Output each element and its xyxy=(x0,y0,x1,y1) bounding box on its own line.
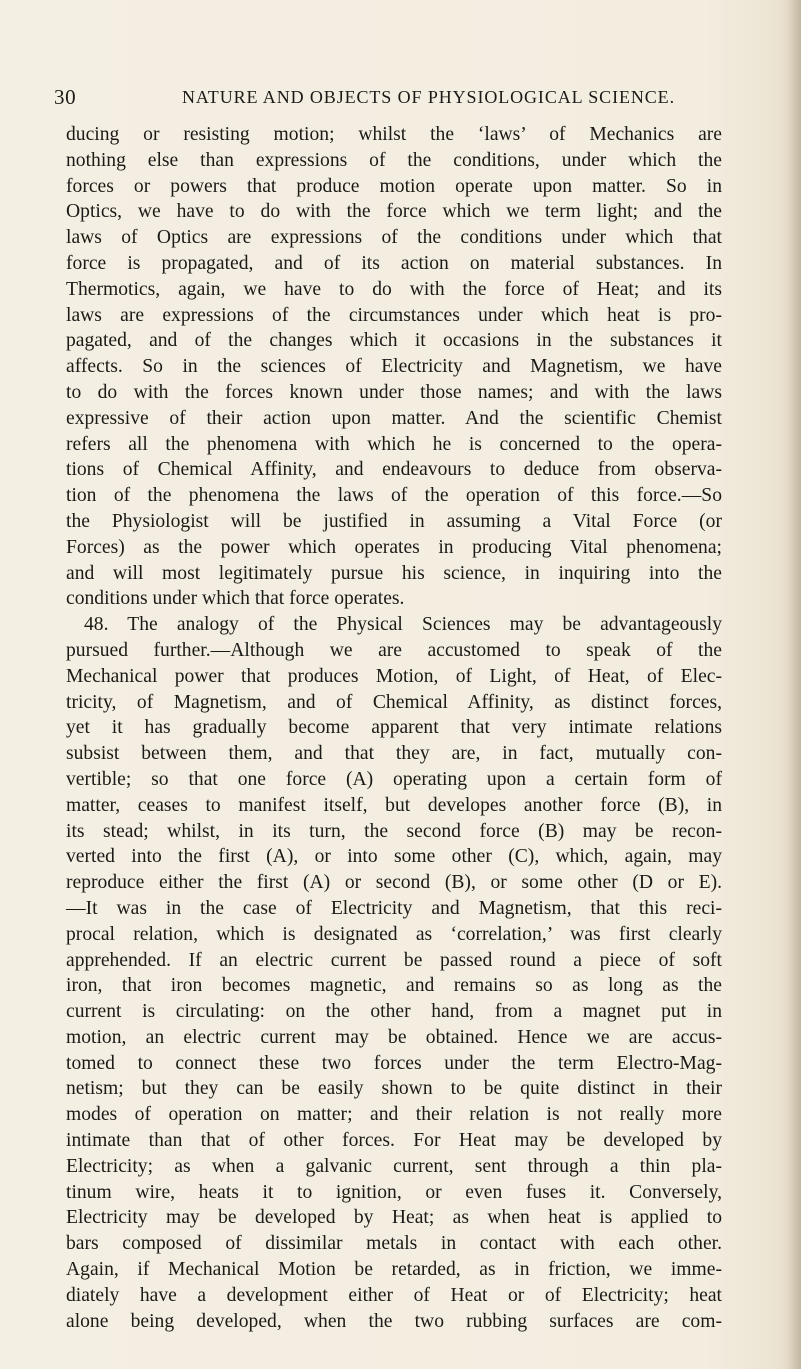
text-line: current is circulating: on the other hand, from a magnet put in xyxy=(66,1001,722,1023)
text-line: laws of Optics are expressions of the conditions under which that xyxy=(66,227,722,249)
text-line: force is propagated, and of its action on material substances. In xyxy=(66,252,722,274)
text-line: to do with the forces known under those names; and with the laws xyxy=(66,381,722,403)
text-line: ducing or resisting motion; whilst the ‘laws’ of Mechanics are xyxy=(66,124,722,145)
body-text xyxy=(66,122,722,1334)
text-line: intimate than that of other forces. For Heat may be developed by xyxy=(66,1130,722,1152)
text-line: the Physiologist will be justified in assuming a Vital Force (or xyxy=(66,510,722,532)
text-line: matter, ceases to manifest itself, but developes another force (B), in xyxy=(66,794,722,816)
text-line: tricity, of Magnetism, and of Chemical Affinity, as distinct forces, xyxy=(66,691,722,713)
page-header xyxy=(54,85,744,111)
text-line: subsist between them, and that they are, in fact, mutually con- xyxy=(66,743,722,765)
text-line: Electricity; as when a galvanic current, sent through a thin pla- xyxy=(66,1155,722,1177)
text-line: alone being developed, when the two rubbing surfaces are com- xyxy=(66,1310,722,1332)
text-line: Again, if Mechanical Motion be retarded, as in friction, we imme- xyxy=(66,1259,722,1281)
text-line: pagated, and of the changes which it occasions in the substances it xyxy=(66,330,722,352)
text-line: conditions under which that force operates. xyxy=(66,588,405,610)
text-line: verted into the first (A), or into some other (C), which, again, may xyxy=(66,846,722,868)
text-line: modes of operation on matter; and their relation is not really more xyxy=(66,1104,722,1126)
text-line: nothing else than expressions of the conditions, under which the xyxy=(66,149,722,171)
text-line: Optics, we have to do with the force which we term light; and the xyxy=(66,201,722,223)
text-line: tion of the phenomena the laws of the operation of this force.—So xyxy=(66,485,722,507)
text-line: Forces) as the power which operates in producing Vital phenomena; xyxy=(66,536,722,558)
text-line: tomed to connect these two forces under the term Electro-Mag- xyxy=(66,1052,722,1074)
text-line: tions of Chemical Affinity, and endeavours to deduce from observa- xyxy=(66,459,722,481)
page-number: 30 xyxy=(54,85,77,109)
text-line: 48. The analogy of the Physical Sciences may be advantageously xyxy=(84,614,722,636)
text-line: its stead; whilst, in its turn, the second force (B) may be recon- xyxy=(66,820,722,842)
text-line: reproduce either the first (A) or second (B), or some other (D or E). xyxy=(66,872,722,894)
text-line: yet it has gradually become apparent that very intimate relations xyxy=(66,717,722,739)
text-line: bars composed of dissimilar metals in contact with each other. xyxy=(66,1233,722,1255)
text-line: vertible; so that one force (A) operating upon a certain form of xyxy=(66,768,722,790)
text-line: apprehended. If an electric current be passed round a piece of soft xyxy=(66,949,722,971)
text-line: and will most legitimately pursue his science, in inquiring into the xyxy=(66,562,722,584)
text-line: —It was in the case of Electricity and Magnetism, that this reci- xyxy=(66,897,722,919)
text-line: diately have a development either of Heat or of Electricity; heat xyxy=(66,1284,722,1306)
page-edge-shadow xyxy=(787,0,801,1369)
text-line: expressive of their action upon matter. And the scientific Chemist xyxy=(66,407,722,429)
text-line: refers all the phenomena with which he is concerned to the opera- xyxy=(66,433,722,455)
running-head: NATURE AND OBJECTS OF PHYSIOLOGICAL SCIENCE. xyxy=(182,87,675,107)
text-line: procal relation, which is designated as ‘correlation,’ was first clearly xyxy=(66,923,722,945)
text-line: Electricity may be developed by Heat; as when heat is applied to xyxy=(66,1207,722,1229)
text-line: Mechanical power that produces Motion, of Light, of Heat, of Elec- xyxy=(66,665,722,687)
text-line: affects. So in the sciences of Electricity and Magnetism, we have xyxy=(66,356,722,378)
text-line: forces or powers that produce motion operate upon matter. So in xyxy=(66,175,722,197)
text-line: motion, an electric current may be obtained. Hence we are accus- xyxy=(66,1026,722,1048)
text-line: tinum wire, heats it to ignition, or even fuses it. Conversely, xyxy=(66,1181,722,1203)
text-line: netism; but they can be easily shown to be quite distinct in their xyxy=(66,1078,722,1100)
text-line: laws are expressions of the circumstances under which heat is pro- xyxy=(66,304,722,326)
text-line: pursued further.—Although we are accustomed to speak of the xyxy=(66,639,722,661)
text-line: iron, that iron becomes magnetic, and remains so as long as the xyxy=(66,975,722,997)
text-line: Thermotics, again, we have to do with the force of Heat; and its xyxy=(66,278,722,300)
